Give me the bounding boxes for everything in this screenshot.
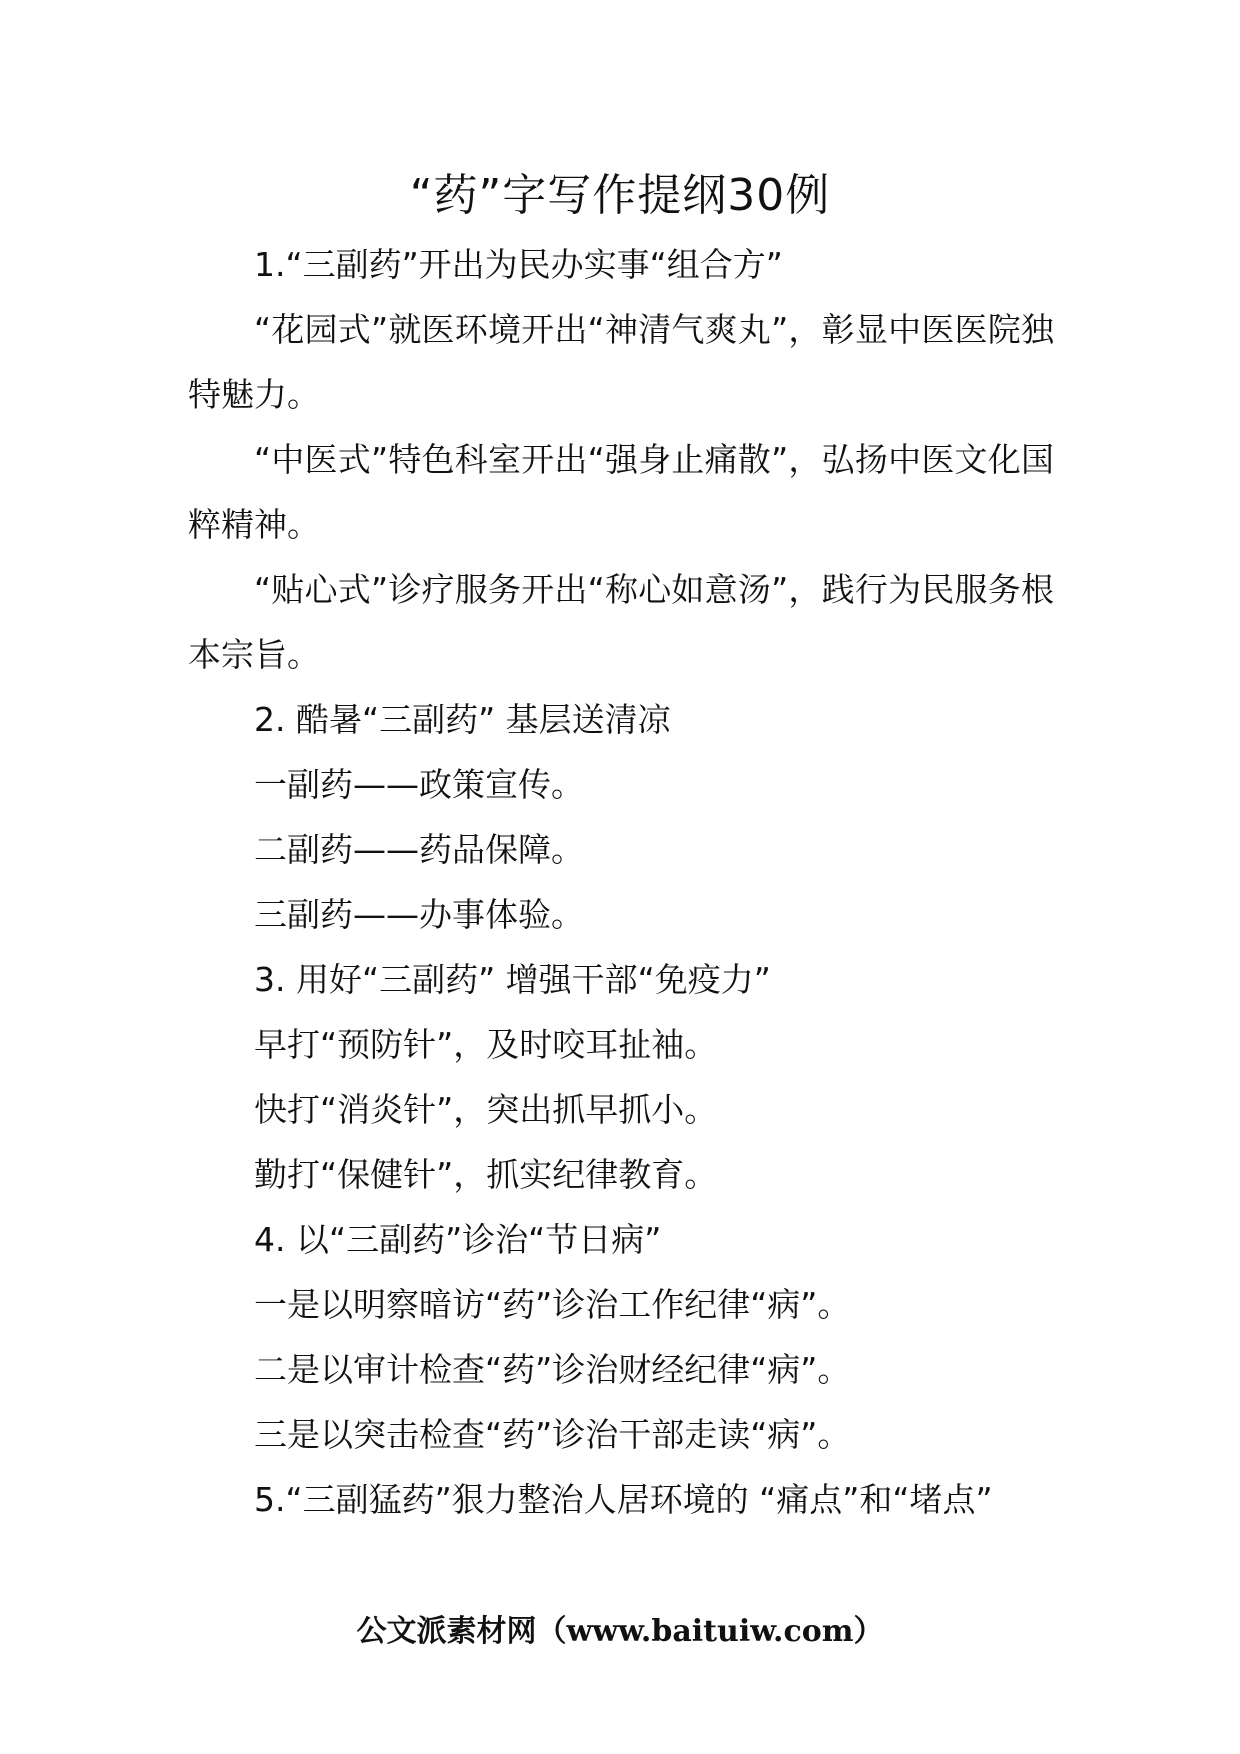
paragraph: 勤打“保健针”，抓实纪律教育。	[254, 1155, 718, 1194]
footer-watermark: 公文派素材网（www.baituiw.com）	[356, 1614, 884, 1649]
paragraph: 3. 用好“三副药” 增强干部“免疫力”	[254, 960, 771, 999]
paragraph: 二副药——药品保障。	[254, 830, 584, 869]
paragraph: 一副药——政策宣传。	[254, 765, 584, 804]
paragraph: “贴心式”诊疗服务开出“称心如意汤”，践行为民服务根本宗旨。	[188, 570, 1054, 674]
paragraph: 一是以明察暗访“药”诊治工作纪律“病”。	[254, 1285, 851, 1324]
paragraph: “中医式”特色科室开出“强身止痛散”，弘扬中医文化国粹精神。	[188, 440, 1054, 544]
paragraph: 快打“消炎针”，突出抓早抓小。	[254, 1090, 718, 1129]
paragraph: 5.“三副猛药”狠力整治人居环境的 “痛点”和“堵点”	[254, 1480, 993, 1519]
paragraph: 早打“预防针”，及时咬耳扯袖。	[254, 1025, 718, 1064]
document-body	[188, 232, 1054, 1532]
paragraph: 1.“三副药”开出为民办实事“组合方”	[254, 245, 783, 284]
paragraph: 二是以审计检查“药”诊治财经纪律“病”。	[254, 1350, 851, 1389]
paragraph: 三副药——办事体验。	[254, 895, 584, 934]
paragraph: 2. 酷暑“三副药” 基层送清凉	[254, 700, 671, 739]
document-title: “药”字写作提纲30例	[409, 170, 831, 221]
paragraph: 三是以突击检查“药”诊治干部走读“病”。	[254, 1415, 851, 1454]
paragraph: “花园式”就医环境开出“神清气爽丸”，彰显中医医院独特魅力。	[188, 310, 1054, 414]
paragraph: 4. 以“三副药”诊治“节日病”	[254, 1220, 662, 1259]
